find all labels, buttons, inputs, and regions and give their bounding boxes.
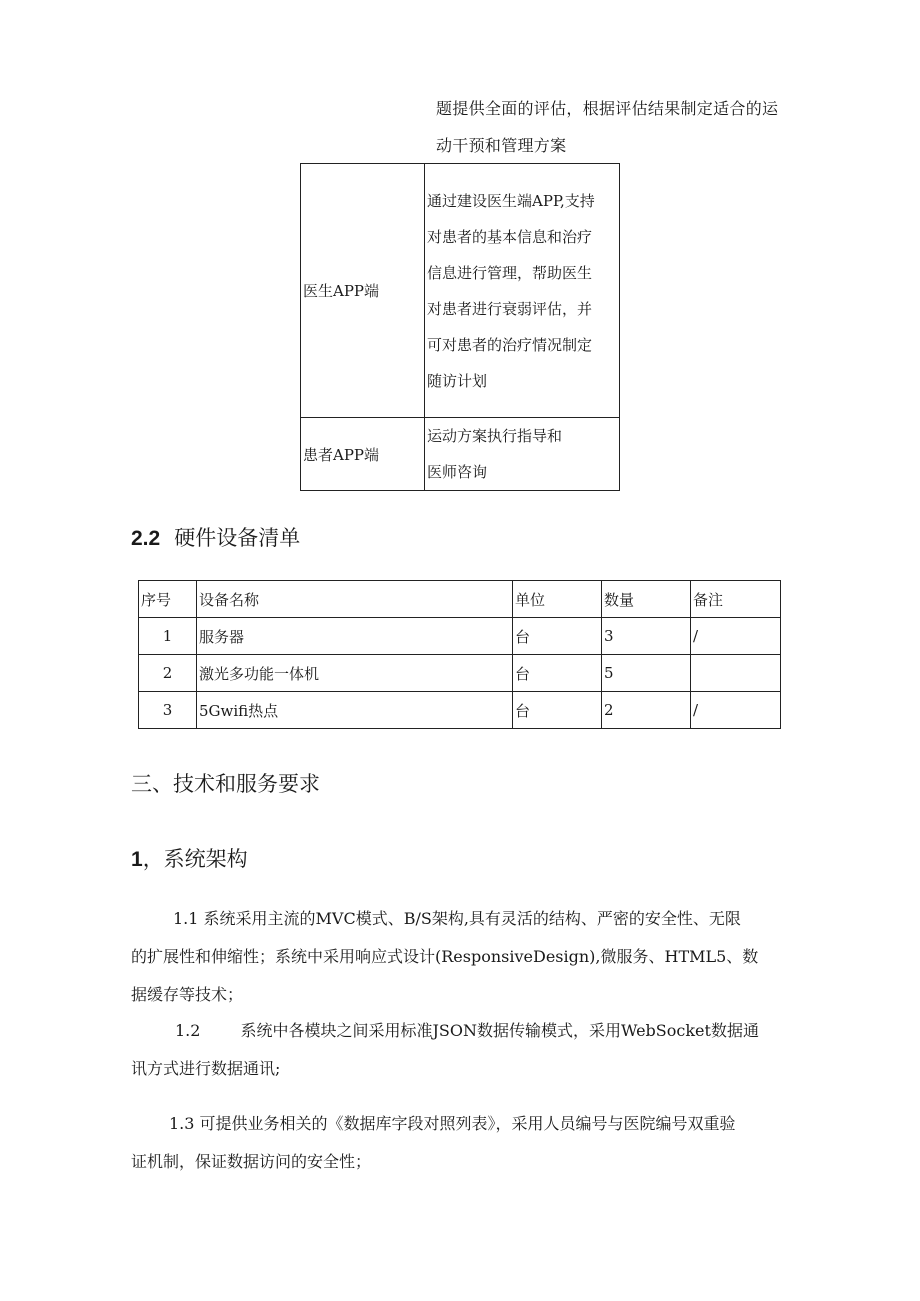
paragraph-line: 的扩展性和伸缩性；系统中采用响应式设计(ResponsiveDesign),微服务、HTML5、数 [131,947,759,966]
desc-line: 通过建设医生端APP,支持 [427,191,595,210]
header-cell: 数量 [602,581,691,618]
table-cell: 1 [139,618,197,655]
desc-line: 随访计划 [427,371,488,390]
section-heading-1 [131,843,248,873]
paragraph-line: 1.1 系统采用主流的MVC模式、B/S架构,具有灵活的结构、严密的安全性、无限 [173,909,741,928]
paragraph-1-2 [131,1012,791,1088]
table-cell: 服务器 [197,618,513,655]
section-number: 1 [131,848,143,871]
section-heading-3: 三、技术和服务要求 [131,772,320,796]
paragraph-text: 系统中各模块之间采用标准JSON数据传输模式，采用WebSocket数据通 [240,1021,759,1040]
header-cell: 备注 [691,581,781,618]
table-cell [691,655,781,692]
continuation-line-1: 题提供全面的评估，根据评估结果制定适合的运 [436,99,779,118]
continuation-line-2: 动干预和管理方案 [436,136,567,155]
table-row [301,418,620,491]
paragraph-line [131,1012,791,1050]
module-name: 医生APP端 [301,164,425,418]
module-description [425,418,620,491]
desc-line: 运动方案执行指导和 [427,427,563,445]
section-title: 硬件设备清单 [174,526,301,550]
table-cell: 2 [602,692,691,729]
desc-line: 医师咨询 [427,463,488,481]
table-row [301,164,620,418]
header-cell: 序号 [139,581,197,618]
table-cell: 台 [513,655,602,692]
paragraph-1-3 [131,1105,791,1181]
header-cell: 单位 [513,581,602,618]
module-description [425,164,620,418]
table-cell: 5Gwifi热点 [197,692,513,729]
section-title: ，系统架构 [142,847,248,871]
paragraph-line: 证机制，保证数据访问的安全性； [131,1152,372,1171]
table-row [139,618,781,655]
section-number: 2.2 [131,527,161,550]
table-row [139,692,781,729]
table-cell: / [691,692,781,729]
desc-line: 对患者的基本信息和治疗 [427,227,593,246]
desc-line: 对患者进行衰弱评估，并 [427,299,593,318]
table-cell: / [691,618,781,655]
paragraph-1-1 [131,900,791,1014]
module-name: 患者APP端 [301,418,425,491]
desc-line: 信息进行管理，帮助医生 [427,263,593,282]
module-table [300,163,620,491]
table-cell: 台 [513,618,602,655]
paragraph-number: 1.2 [175,1021,201,1040]
table-cell: 3 [139,692,197,729]
header-cell: 设备名称 [197,581,513,618]
table-cell: 3 [602,618,691,655]
paragraph-line: 据缓存等技术； [131,985,244,1004]
hardware-table [138,580,781,729]
table-cell: 5 [602,655,691,692]
table-row [139,655,781,692]
table-cell: 2 [139,655,197,692]
paragraph-line: 1.3 可提供业务相关的《数据库字段对照列表》，采用人员编号与医院编号双重验 [169,1114,736,1133]
section-heading-2-2 [131,522,300,552]
table-header-row [139,581,781,618]
desc-line: 可对患者的治疗情况制定 [427,335,593,354]
table-cell: 台 [513,692,602,729]
paragraph-line: 讯方式进行数据通讯; [131,1059,281,1078]
table-cell: 激光多功能一体机 [197,655,513,692]
